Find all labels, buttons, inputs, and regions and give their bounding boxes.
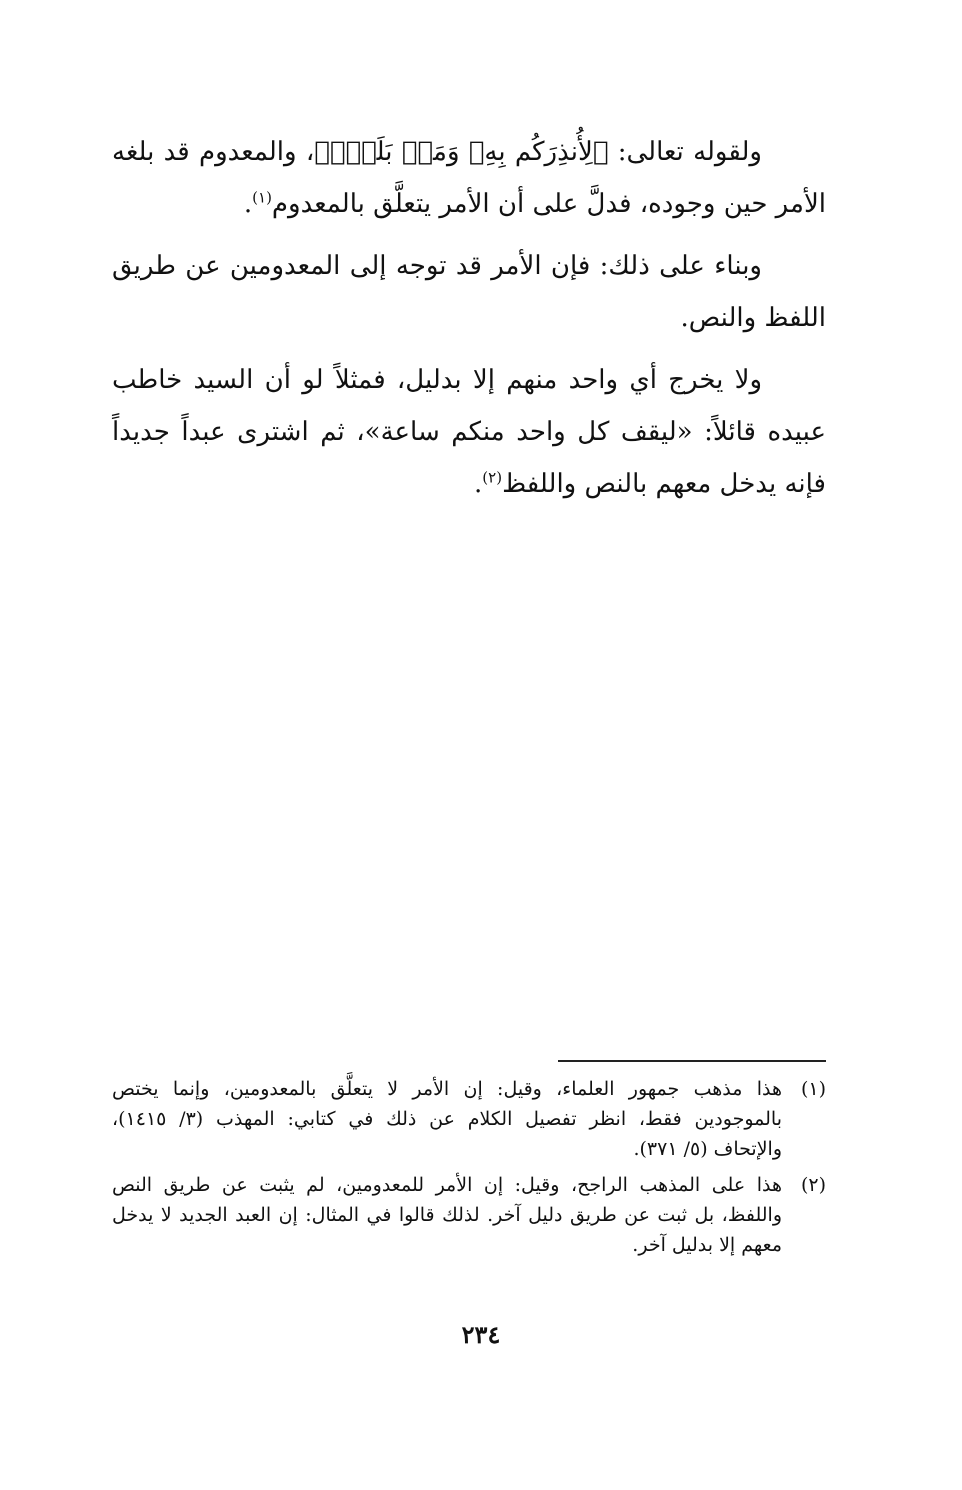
page-number: ٢٣٤ bbox=[461, 1320, 501, 1349]
footnote-number: (٢) bbox=[800, 1174, 826, 1196]
footnote-separator bbox=[558, 1060, 826, 1062]
paragraph-1-text: ولقوله تعالى: ﴿لِأُنذِرَكُم بِهِۦ وَمَنۢ بَلَغَۚ﴾، والمعدوم قد بلغه الأمر حين وجوده، فدلَّ على أن الأمر يتعلَّق بالمعدوم bbox=[112, 137, 826, 219]
paragraph-2 bbox=[112, 240, 826, 344]
footnotes bbox=[112, 1074, 826, 1266]
paragraph-1-end: . bbox=[243, 189, 253, 219]
footnote-text: هذا على المذهب الراجح، وقيل: إن الأمر للمعدومين، لم يثبت عن طريق النص واللفظ، بل ثبت عن طريق دليل آخر. لذلك قالوا في المثال: إن العبد الجديد لا يدخل معهم إلا بدليل آخر. bbox=[112, 1174, 782, 1256]
paragraph-3 bbox=[112, 354, 826, 510]
paragraph-3-end: . bbox=[474, 469, 483, 499]
footnote-text: هذا مذهب جمهور العلماء، وقيل: إن الأمر لا يتعلَّق بالمعدومين، وإنما يختص بالموجودين فقط، انظر تفصيل الكلام عن ذلك في كتابي: المهذب (٣/ ١٤١٥)، والإتحاف (٥/ ٣٧١). bbox=[112, 1078, 782, 1160]
paragraph-3-text: ولا يخرج أي واحد منهم إلا بدليل، فمثلاً لو أن السيد خاطب عبيده قائلاً: «ليقف كل واحد منكم ساعة»، ثم اشترى عبداً جديداً فإنه يدخل معهم بالنص واللفظ bbox=[112, 365, 826, 499]
main-text bbox=[112, 126, 826, 520]
footnote-ref-2[interactable]: (٢) bbox=[482, 468, 503, 487]
footnote-ref-1[interactable]: (١) bbox=[252, 188, 272, 207]
footnote-1 bbox=[112, 1074, 826, 1164]
paragraph-2-text: وبناء على ذلك: فإن الأمر قد توجه إلى المعدومين عن طريق اللفظ والنص. bbox=[112, 251, 826, 333]
footnote-number: (١) bbox=[800, 1078, 826, 1100]
footnote-2 bbox=[112, 1170, 826, 1260]
paragraph-1 bbox=[112, 126, 826, 230]
